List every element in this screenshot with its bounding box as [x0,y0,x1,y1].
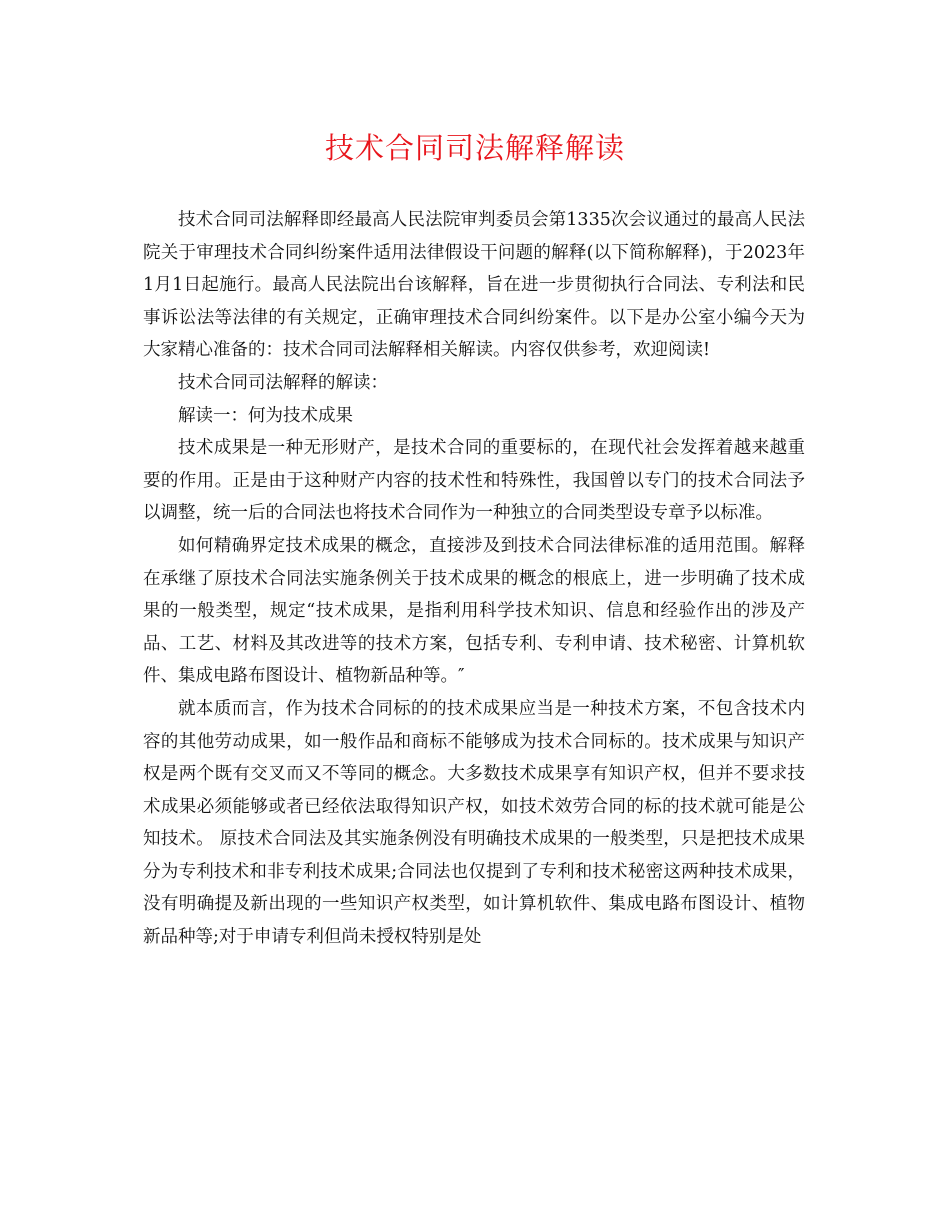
paragraph-tech-achievement: 技术成果是一种无形财产，是技术合同的重要标的，在现代社会发挥着越来越重要的作用。正是由于这种财产内容的技术性和特殊性，我国曾以专门的技术合同法予以调整，统一后的合同法也将技术合同作为一种独立的合同类型设专章予以标准。 [143,438,805,524]
paragraph-intro: 技术合同司法解释即经最高人民法院审判委员会第1335次会议通过的最高人民法院关于审理技术合同纠纷案件适用法律假设干问题的解释(以下简称解释)，于2023年1月1日起施行。最高人民法院出台该解释，旨在进一步贯彻执行合同法、专利法和民事诉讼法等法律的有关规定，正确审理技术合同纠纷案件。以下是办公室小编今天为大家精心准备的：技术合同司法解释相关解读。内容仅供参考，欢迎阅读! [143,210,805,361]
document-title: 技术合同司法解释解读 [324,131,625,165]
paragraph-heading-one: 解读一：何为技术成果 [178,405,353,426]
paragraph-definition: 如何精确界定技术成果的概念，直接涉及到技术合同法律标准的适用范围。解释在承继了原技术合同法实施条例关于技术成果的概念的根底上，进一步明确了技术成果的一般类型，规定“技术成果，是指利用科学技术知识、信息和经验作出的涉及产品、工艺、材料及其改进等的技术方案，包括专利、专利申请、技术秘密、计算机软件、集成电路布图设计、植物新品种等。″ [143,535,805,687]
paragraph-essence: 就本质而言，作为技术合同标的的技术成果应当是一种技术方案，不包含技术内容的其他劳动成果，如一般作品和商标不能够成为技术合同标的。技术成果与知识产权是两个既有交叉而又不等同的概念。大多数技术成果享有知识产权，但并不要求技术成果必须能够或者已经依法取得知识产权，如技术效劳合同的标的技术就可能是公知技术。 原技术合同法及其实施条例没有明确技术成果的一般类型，只是把技术成果分为专利技术和非专利技术成果;合同法也仅提到了专利和技术秘密这两种技术成果，没有明确提及新出现的一些知识产权类型，如计算机软件、集成电路布图设计、植物新品种等;对于申请专利但尚未授权特别是处 [143,698,805,948]
paragraph-heading-interpretation: 技术合同司法解释的解读： [178,372,388,393]
document-body [143,204,805,954]
